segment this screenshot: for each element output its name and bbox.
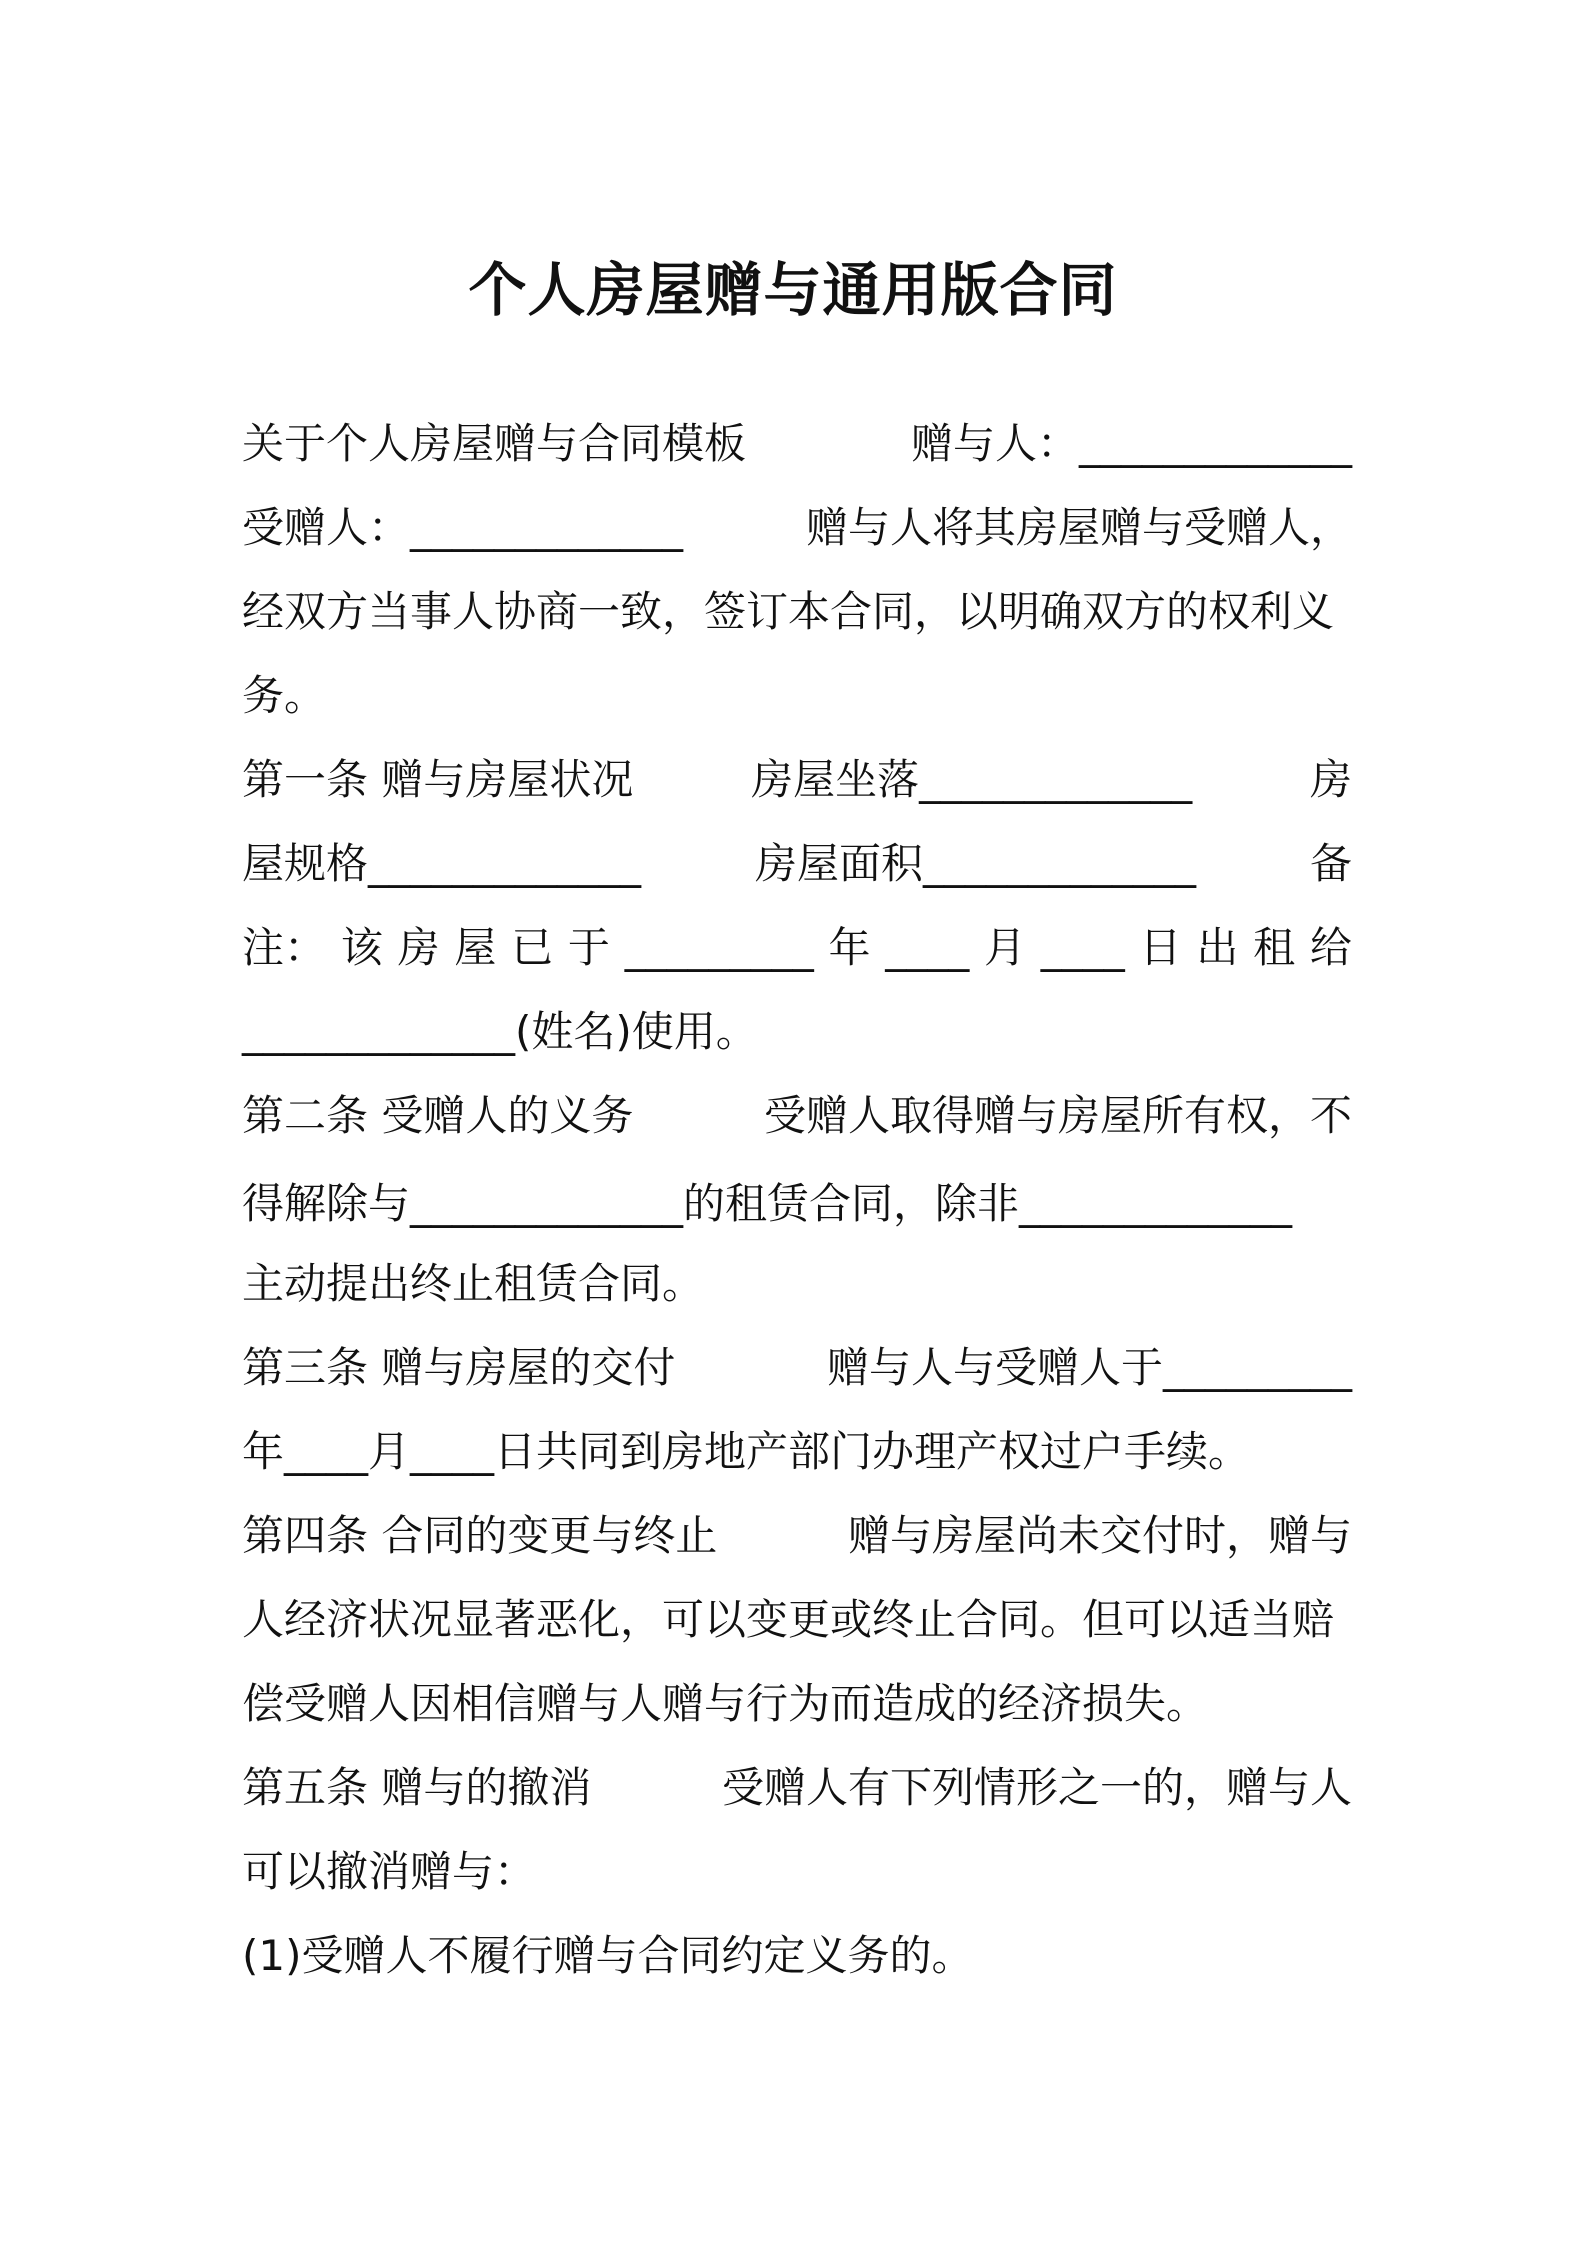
text-segment: 务。 — [242, 671, 327, 720]
text-line — [242, 1590, 1352, 1650]
text-line — [242, 498, 1352, 558]
text-segment: 注： — [242, 923, 327, 972]
text-line — [242, 1086, 1352, 1146]
text-segment: 日 — [1139, 923, 1182, 972]
text-segment: 该 — [340, 923, 383, 972]
text-line — [242, 582, 1352, 642]
text-segment: 第三条 赠与房屋的交付 — [242, 1343, 676, 1392]
text-segment: 赠与人：_____________ — [910, 419, 1352, 468]
text-segment: _________ — [624, 923, 814, 972]
text-line — [242, 1338, 1352, 1398]
text-segment: 房 — [397, 923, 440, 972]
text-line — [242, 1174, 1352, 1234]
text-segment: 关于个人房屋赠与合同模板 — [242, 419, 747, 468]
text-line — [242, 414, 1352, 474]
text-segment: 得解除与_____________的租赁合同，除非_____________ — [242, 1179, 1293, 1228]
text-segment: 房 — [1309, 755, 1352, 804]
text-segment: 经双方当事人协商一致，签订本合同，以明确双方的权利义 — [242, 587, 1335, 636]
text-segment: ____ — [885, 923, 970, 972]
text-line — [242, 1758, 1352, 1818]
text-segment: 房屋面积_____________ — [754, 839, 1196, 888]
text-segment: 赠与房屋尚未交付时，赠与 — [847, 1511, 1352, 1560]
text-segment: 屋规格_____________ — [242, 839, 642, 888]
text-line — [242, 834, 1352, 894]
text-segment: 年 — [828, 923, 871, 972]
text-segment: 屋 — [454, 923, 497, 972]
text-line — [242, 1674, 1352, 1734]
text-segment: 于 — [567, 923, 610, 972]
text-segment: 第一条 赠与房屋状况 — [242, 755, 634, 804]
text-segment: 出 — [1196, 923, 1239, 972]
text-line — [242, 918, 1352, 978]
text-segment: 租 — [1253, 923, 1296, 972]
text-segment: 受赠人：_____________ — [242, 503, 684, 552]
document-title: 个人房屋赠与通用版合同 — [468, 256, 1118, 324]
text-segment: 主动提出终止租赁合同。 — [242, 1259, 705, 1308]
text-line — [242, 750, 1352, 810]
text-segment: 受赠人取得赠与房屋所有权，不 — [763, 1091, 1352, 1140]
text-line — [242, 1422, 1352, 1482]
text-segment: 第四条 合同的变更与终止 — [242, 1511, 718, 1560]
text-segment: 可以撤消赠与： — [242, 1847, 537, 1896]
text-segment: 受赠人有下列情形之一的，赠与人 — [721, 1763, 1352, 1812]
text-segment: ____ — [1040, 923, 1125, 972]
text-line — [242, 1926, 1352, 1986]
text-segment: 第二条 受赠人的义务 — [242, 1091, 634, 1140]
text-segment: 第五条 赠与的撤消 — [242, 1763, 592, 1812]
text-line — [242, 666, 1352, 726]
text-segment: 给 — [1309, 923, 1352, 972]
text-segment: 已 — [511, 923, 554, 972]
text-segment: 房屋坐落_____________ — [751, 755, 1193, 804]
text-segment: 备 — [1309, 839, 1352, 888]
text-segment: (1)受赠人不履行赠与合同约定义务的。 — [242, 1931, 974, 1980]
text-segment: 赠与人与受赠人于_________ — [826, 1343, 1352, 1392]
text-line — [242, 1842, 1352, 1902]
text-line — [242, 1002, 1352, 1062]
text-segment: 人经济状况显著恶化，可以变更或终止合同。但可以适当赔 — [242, 1595, 1335, 1644]
text-line — [242, 1254, 1352, 1314]
text-segment: _____________(姓名)使用。 — [242, 1007, 758, 1056]
text-segment: 偿受赠人因相信赠与人赠与行为而造成的经济损失。 — [242, 1679, 1209, 1728]
text-line — [242, 1506, 1352, 1566]
text-segment: 月 — [984, 923, 1027, 972]
text-segment: 赠与人将其房屋赠与受赠人， — [805, 503, 1352, 552]
text-segment: 年____月____日共同到房地产部门办理产权过户手续。 — [242, 1427, 1251, 1476]
